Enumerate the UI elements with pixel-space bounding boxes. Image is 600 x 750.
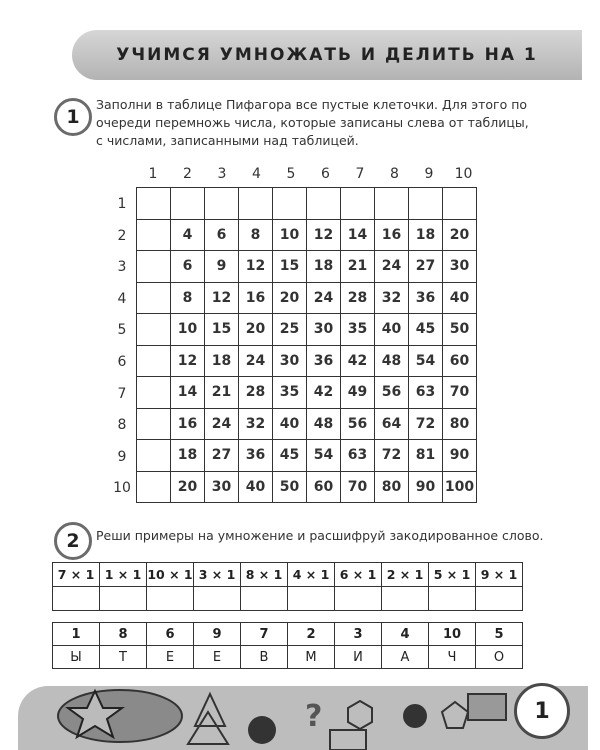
product-cell: 24 [375,251,409,283]
answer-cell[interactable] [476,587,523,611]
product-cell: 36 [409,282,443,314]
column-header: 1 [148,166,158,182]
column-header: 4 [252,166,261,182]
code-letter-cell: В [241,646,288,669]
empty-cell[interactable] [205,188,239,220]
product-cell: 20 [443,219,477,251]
expression-cell: 8 × 1 [241,563,288,587]
hexagon-icon [348,701,372,729]
code-number-cell: 9 [194,623,241,646]
expression-cell: 9 × 1 [476,563,523,587]
row-header: 8 [117,417,127,434]
product-cell: 49 [341,377,375,409]
product-cell: 72 [375,440,409,472]
table-row [137,219,477,251]
product-cell: 36 [239,440,273,472]
product-cell: 60 [443,345,477,377]
code-letter-cell: М [288,646,335,669]
product-cell: 27 [205,440,239,472]
product-cell: 32 [239,408,273,440]
product-cell: 4 [171,219,205,251]
row-header: 7 [117,385,127,402]
product-cell: 63 [409,377,443,409]
code-table [52,622,523,669]
puzzle-piece-icon [248,716,276,744]
row-header: 6 [117,354,127,370]
product-cell: 6 [171,251,205,283]
product-cell: 80 [443,408,477,440]
row-header: 5 [117,322,127,339]
expression-cell: 2 × 1 [382,563,429,587]
task-1-number: 1 [54,98,92,136]
row-header: 3 [117,259,127,276]
rectangle-icon [468,694,506,720]
product-cell: 42 [341,345,375,377]
question-mark-icon: ? [305,699,323,734]
code-number-cell: 10 [429,623,476,646]
product-cell: 10 [273,219,307,251]
table-row [137,282,477,314]
answer-cell[interactable] [194,587,241,611]
answer-cell[interactable] [147,587,194,611]
product-cell: 14 [171,377,205,409]
product-cell: 18 [205,345,239,377]
product-cell: 25 [273,314,307,346]
product-cell: 40 [375,314,409,346]
column-header: 8 [390,166,399,182]
code-letter-cell: И [335,646,382,669]
column-header: 2 [183,166,192,182]
answer-cell[interactable] [241,587,288,611]
product-cell: 30 [443,251,477,283]
product-cell: 20 [171,471,205,503]
product-cell: 90 [443,440,477,472]
answers-row [53,587,523,611]
table-row [137,408,477,440]
answer-cell[interactable] [382,587,429,611]
product-cell: 32 [375,282,409,314]
multiplication-table [52,562,523,611]
empty-cell[interactable] [137,471,171,503]
product-cell: 30 [307,314,341,346]
empty-cell[interactable] [137,345,171,377]
task-1-text: Заполни в таблице Пифагора все пустые клеточки. Для этого по очереди перемножь числа, которые записаны слева от таблицы, с числами, записанными над таблицей. [96,97,529,148]
code-letter-cell: Ы [53,646,100,669]
product-cell: 6 [205,219,239,251]
product-cell: 12 [239,251,273,283]
code-letters-row [53,646,523,669]
empty-cell[interactable] [341,188,375,220]
code-letter-cell: Е [147,646,194,669]
task-2-text: Реши примеры на умножение и расшифруй закодированное слово. [96,528,544,543]
code-number-cell: 5 [476,623,523,646]
product-cell: 60 [307,471,341,503]
column-header: 5 [286,166,296,182]
product-cell: 18 [171,440,205,472]
product-cell: 54 [307,440,341,472]
product-cell: 48 [307,408,341,440]
product-cell: 12 [171,345,205,377]
row-header: 4 [117,290,127,307]
product-cell: 20 [273,282,307,314]
product-cell: 70 [341,471,375,503]
product-cell: 16 [171,408,205,440]
row-header: 1 [117,196,127,212]
table-row [137,251,477,283]
product-cell: 70 [443,377,477,409]
code-number-cell: 2 [288,623,335,646]
empty-cell[interactable] [443,188,477,220]
product-cell: 48 [375,345,409,377]
code-number-cell: 6 [147,623,194,646]
product-cell: 81 [409,440,443,472]
product-cell: 90 [409,471,443,503]
product-cell: 16 [375,219,409,251]
product-cell: 30 [273,345,307,377]
table-row [137,345,477,377]
product-cell: 40 [273,408,307,440]
empty-cell[interactable] [137,219,171,251]
shapes-decoration [0,686,520,750]
product-cell: 35 [273,377,307,409]
empty-cell[interactable] [137,440,171,472]
column-header: 7 [355,166,365,182]
product-cell: 24 [205,408,239,440]
column-header: 3 [217,166,227,182]
product-cell: 28 [239,377,273,409]
answer-cell[interactable] [288,587,335,611]
answer-cell[interactable] [100,587,147,611]
product-cell: 36 [307,345,341,377]
product-cell: 20 [239,314,273,346]
product-cell: 56 [375,377,409,409]
table-row [137,440,477,472]
product-cell: 63 [341,440,375,472]
product-cell: 80 [375,471,409,503]
product-cell: 50 [273,471,307,503]
product-cell: 21 [205,377,239,409]
code-letter-cell: Т [100,646,147,669]
empty-cell[interactable] [409,188,443,220]
product-cell: 16 [239,282,273,314]
product-cell: 18 [307,251,341,283]
empty-cell[interactable] [137,188,171,220]
triangle-icon [195,694,225,726]
product-cell: 45 [409,314,443,346]
product-cell: 28 [341,282,375,314]
product-cell: 100 [443,471,477,503]
code-number-cell: 7 [241,623,288,646]
star-oval-icon [58,690,182,742]
code-letter-cell: Ч [429,646,476,669]
product-cell: 21 [341,251,375,283]
column-header: 9 [424,166,434,182]
answer-cell[interactable] [335,587,382,611]
product-cell: 15 [273,251,307,283]
title-banner [72,30,582,80]
product-cell: 35 [341,314,375,346]
product-cell: 40 [443,282,477,314]
code-number-cell: 4 [382,623,429,646]
expression-cell: 4 × 1 [288,563,335,587]
product-cell: 12 [205,282,239,314]
product-cell: 64 [375,408,409,440]
puzzle-piece-icon [403,704,427,728]
expression-cell: 1 × 1 [100,563,147,587]
product-cell: 27 [409,251,443,283]
expression-cell: 7 × 1 [53,563,100,587]
product-cell: 24 [239,345,273,377]
answer-cell[interactable] [53,587,100,611]
product-cell: 9 [205,251,239,283]
row-header: 9 [117,448,127,465]
empty-cell[interactable] [273,188,307,220]
expression-cell: 3 × 1 [194,563,241,587]
row-header: 10 [113,480,131,497]
expressions-row [53,563,523,587]
product-cell: 15 [205,314,239,346]
code-number-cell: 1 [53,623,100,646]
code-letter-cell: Е [194,646,241,669]
triangle-icon [188,712,228,744]
empty-cell[interactable] [239,188,273,220]
page-title: УЧИМСЯ УМНОЖАТЬ И ДЕЛИТЬ НА 1 [116,45,538,65]
column-header: 6 [321,166,330,182]
product-cell: 8 [239,219,273,251]
product-cell: 42 [307,377,341,409]
product-cell: 40 [239,471,273,503]
empty-cell[interactable] [137,314,171,346]
task-2-number: 2 [54,522,92,560]
table-row [137,314,477,346]
empty-cell[interactable] [137,377,171,409]
table-row [137,471,477,503]
empty-cell[interactable] [137,282,171,314]
expression-cell: 6 × 1 [335,563,382,587]
row-header: 2 [117,227,127,244]
product-cell: 8 [171,282,205,314]
pentagon-icon [442,702,468,728]
expression-cell: 10 × 1 [147,563,194,587]
code-letter-cell: О [476,646,523,669]
product-cell: 50 [443,314,477,346]
table-row [137,188,477,220]
product-cell: 30 [205,471,239,503]
product-cell: 14 [341,219,375,251]
code-letter-cell: А [382,646,429,669]
code-number-cell: 8 [100,623,147,646]
column-header: 10 [454,166,473,182]
answer-cell[interactable] [429,587,476,611]
expression-cell: 5 × 1 [429,563,476,587]
product-cell: 72 [409,408,443,440]
product-cell: 18 [409,219,443,251]
square-icon [330,730,366,750]
empty-cell[interactable] [137,408,171,440]
empty-cell[interactable] [375,188,409,220]
product-cell: 45 [273,440,307,472]
code-numbers-row [53,623,523,646]
product-cell: 54 [409,345,443,377]
product-cell: 56 [341,408,375,440]
pythagoras-table [136,187,477,503]
page-number: 1 [514,683,570,739]
code-number-cell: 3 [335,623,382,646]
product-cell: 10 [171,314,205,346]
empty-cell[interactable] [307,188,341,220]
empty-cell[interactable] [137,251,171,283]
table-row [137,377,477,409]
product-cell: 24 [307,282,341,314]
product-cell: 12 [307,219,341,251]
empty-cell[interactable] [171,188,205,220]
